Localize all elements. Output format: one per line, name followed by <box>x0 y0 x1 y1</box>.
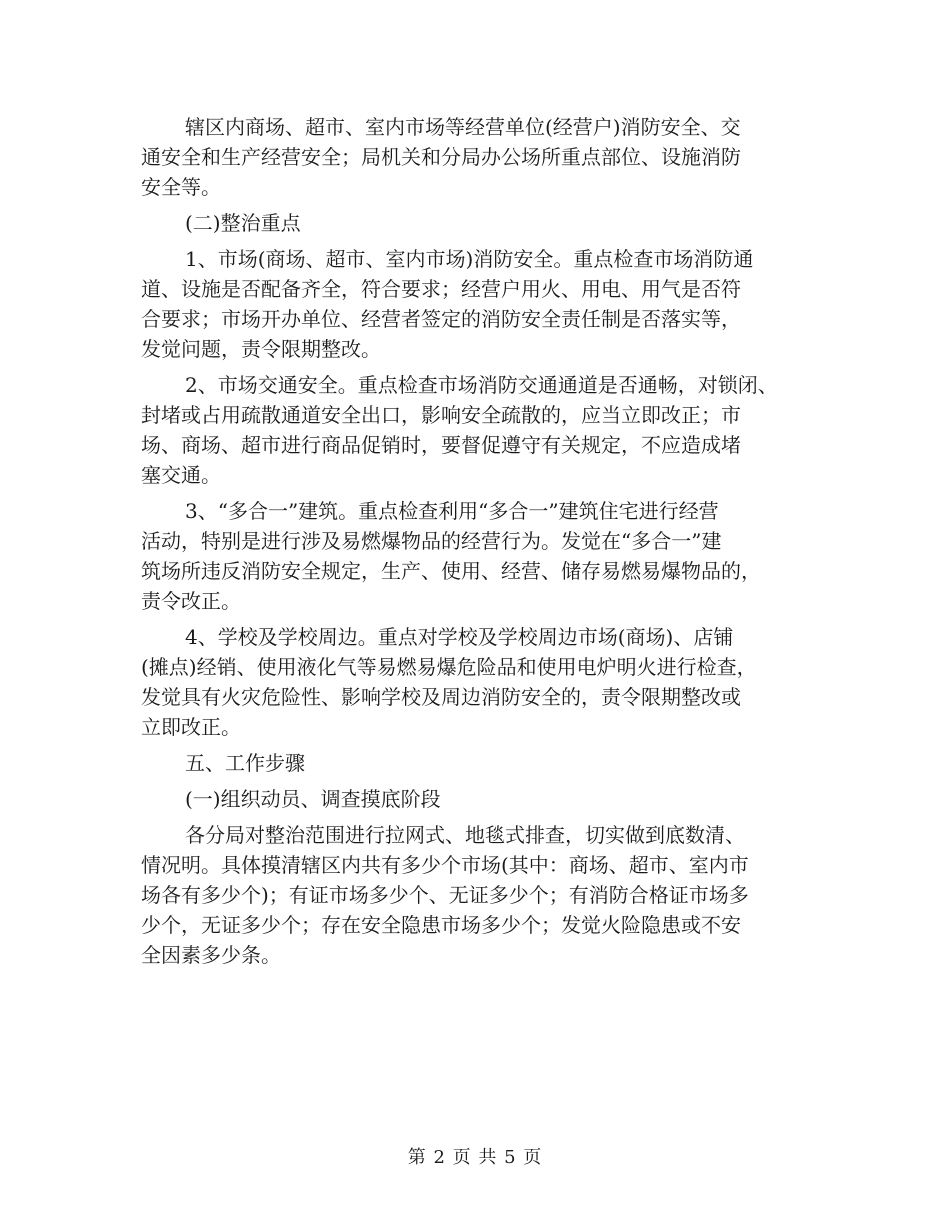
text-line: 各分局对整治范围进行拉网式、地毯式排查，切实做到底数清、 <box>185 823 745 847</box>
text-line: 活动，特别是进行涉及易燃爆物品的经营行为。发觉在“多合一”建 <box>141 529 722 553</box>
text-line: 少个，无证多少个；存在安全隐患市场多少个；发觉火险隐患或不安 <box>141 913 741 937</box>
body-paragraph <box>141 622 831 742</box>
text-line: 道、设施是否配备齐全，符合要求；经营户用火、用电、用气是否符 <box>141 277 741 301</box>
body-paragraph <box>141 244 831 364</box>
section-heading <box>141 208 831 238</box>
text-line: 筑场所违反消防安全规定，生产、使用、经营、储存易燃易爆物品的， <box>141 559 761 583</box>
text-line: (二)整治重点 <box>185 211 301 235</box>
body-paragraph <box>141 496 831 616</box>
text-line: 发觉具有火灾危险性、影响学校及周边消防安全的，责令限期整改或 <box>141 685 741 709</box>
text-line: 立即改正。 <box>141 715 241 739</box>
section-heading <box>141 784 831 814</box>
text-line: 封堵或占用疏散通道安全出口，影响安全疏散的，应当立即改正；市 <box>141 403 741 427</box>
text-line: 塞交通。 <box>141 463 221 487</box>
text-line: 2、市场交通安全。重点检查市场消防交通通道是否通畅，对锁闭、 <box>185 373 778 397</box>
text-line: 责令改正。 <box>141 589 241 613</box>
body-paragraph <box>141 370 831 490</box>
text-line: 安全等。 <box>141 175 221 199</box>
text-line: 场各有多少个)；有证市场多少个、无证多少个；有消防合格证市场多 <box>141 883 749 907</box>
body-paragraph <box>141 112 831 202</box>
text-line: 五、工作步骤 <box>185 751 305 775</box>
text-line: 情况明。具体摸清辖区内共有多少个市场(其中：商场、超市、室内市 <box>141 853 749 877</box>
text-line: 辖区内商场、超市、室内市场等经营单位(经营户)消防安全、交 <box>185 115 741 139</box>
text-line: 场、商场、超市进行商品促销时，要督促遵守有关规定，不应造成堵 <box>141 433 741 457</box>
body-paragraph <box>141 820 831 970</box>
document-body <box>141 112 831 970</box>
text-line: 3、“多合一”建筑。重点检查利用“多合一”建筑住宅进行经营 <box>185 499 719 523</box>
text-line: 发觉问题，责令限期整改。 <box>141 337 381 361</box>
text-line: 通安全和生产经营安全；局机关和分局办公场所重点部位、设施消防 <box>141 145 741 169</box>
text-line: 全因素多少条。 <box>141 943 281 967</box>
text-line: 合要求；市场开办单位、经营者签定的消防安全责任制是否落实等， <box>141 307 741 331</box>
text-line: 1、市场(商场、超市、室内市场)消防安全。重点检查市场消防通 <box>185 247 754 271</box>
text-line: (摊点)经销、使用液化气等易燃易爆危险品和使用电炉明火进行检查， <box>141 655 757 679</box>
page-number-footer: 第 2 页 共 5 页 <box>407 1147 543 1168</box>
text-line: 4、学校及学校周边。重点对学校及学校周边市场(商场)、店铺 <box>185 625 734 649</box>
section-heading <box>141 748 831 778</box>
text-line: (一)组织动员、调查摸底阶段 <box>185 787 441 811</box>
